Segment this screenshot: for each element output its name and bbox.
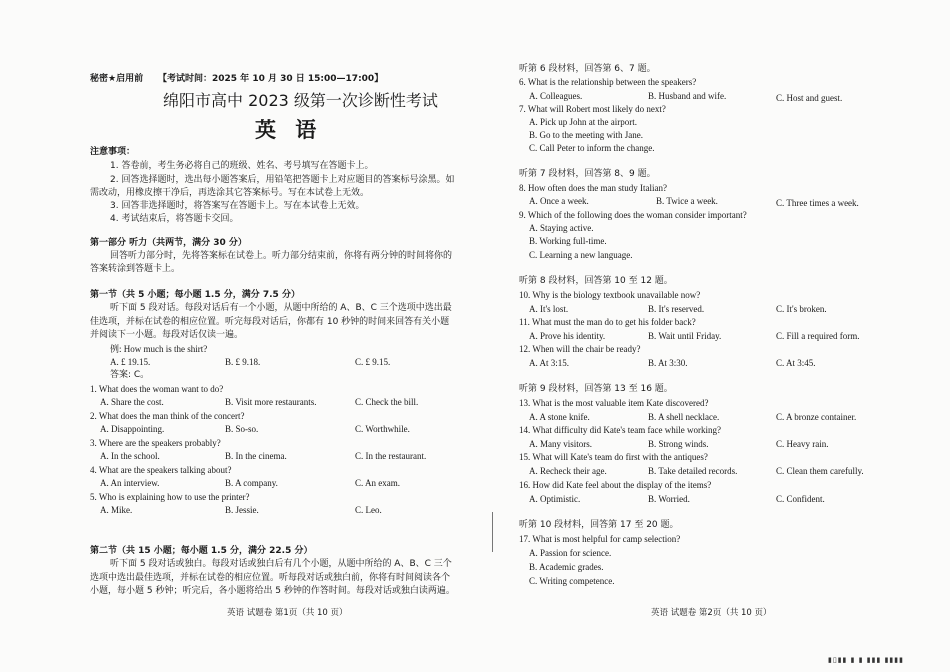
option-b: B. Strong winds. — [648, 439, 709, 449]
option-b: B. Jessie. — [225, 505, 259, 515]
option-b: B. A company. — [225, 478, 278, 488]
question: 2. What does the man think of the concert? — [90, 411, 245, 421]
option-c: C. Confident. — [776, 494, 825, 504]
example-question: 例: How much is the shirt? — [110, 344, 208, 354]
question: 13. What is the most valuable item Kate discovered? — [519, 398, 709, 408]
option-c: C. Three times a week. — [776, 198, 859, 208]
confidential-mark: 秘密★启用前 — [90, 74, 144, 84]
note-line: 4. 考试结束后，将答题卡交回。 — [110, 214, 239, 224]
material-heading: 听第 9 段材料，回答第 13 至 16 题。 — [519, 384, 673, 394]
note-line: 3. 回答非选择题时，将答案写在答题卡上。写在本试卷上无效。 — [110, 201, 365, 211]
option-c: C. An exam. — [355, 478, 400, 488]
material-heading: 听第 10 段材料，回答第 17 至 20 题。 — [519, 520, 679, 530]
option-c: C. Writing competence. — [529, 576, 615, 586]
material-heading: 听第 7 段材料，回答第 8、9 题。 — [519, 169, 656, 179]
option-c: C. Learning a new language. — [529, 250, 633, 260]
question: 16. How did Kate feel about the display of the items? — [519, 480, 712, 490]
option-a: A. A stone knife. — [529, 412, 590, 422]
section2-intro: 听下面 5 段对话或独白。每段对话或独白后有几个小题，从题中所给的 A、B、C 三个 — [110, 559, 452, 569]
option-a: A. Colleagues. — [529, 91, 583, 101]
option-c: C. Worthwhile. — [355, 424, 410, 434]
option-c: C. Heavy rain. — [776, 439, 829, 449]
section1-heading: 第一节（共 5 小题；每小题 1.5 分，满分 7.5 分） — [90, 290, 300, 300]
option-a: A. Recheck their age. — [529, 466, 607, 476]
exam-title: 绵阳市高中 2023 级第一次诊断性考试 — [163, 91, 438, 110]
option-a: A. Many visitors. — [529, 439, 592, 449]
option-b: B. Academic grades. — [529, 562, 604, 572]
question: 6. What is the relationship between the speakers? — [519, 77, 697, 87]
option-b: B. A shell necklace. — [648, 412, 720, 422]
option-c: C. It's broken. — [776, 304, 827, 314]
section1-intro: 听下面 5 段对话。每段对话后有一个小题，从题中所给的 A、B、C 三个选项中选出最 — [110, 303, 452, 313]
option-c: C. At 3:45. — [776, 358, 816, 368]
question: 17. What is most helpful for camp selection? — [519, 534, 681, 544]
subject-title: 英 语 — [255, 118, 323, 142]
question: 11. What must the man do to get his folder back? — [519, 317, 696, 327]
option-b: B. In the cinema. — [225, 451, 287, 461]
question: 5. Who is explaining how to use the printer? — [90, 492, 250, 502]
option-b: B. Wait until Friday. — [648, 331, 722, 341]
part1-heading: 第一部分 听力（共两节，满分 30 分） — [90, 238, 247, 248]
option-b: B. Husband and wife. — [648, 91, 727, 101]
option-a: A. Prove his identity. — [529, 331, 606, 341]
section2-intro: 小题，每小题 5 秒钟；听完后，各小题将给出 5 秒钟的作答时间。每段对话或独白读两遍。 — [90, 586, 455, 596]
section1-intro: 佳选项，并标在试卷的相应位置。听完每段对话后，你都有 10 秒钟的时间来回答有关小题 — [90, 317, 450, 327]
question: 4. What are the speakers talking about? — [90, 465, 232, 475]
question: 3. Where are the speakers probably? — [90, 438, 221, 448]
option-b: B. At 3:30. — [648, 358, 688, 368]
question: 9. Which of the following does the woman consider important? — [519, 210, 747, 220]
option-b: B. Go to the meeting with Jane. — [529, 130, 643, 140]
option-a: A. Disappointing. — [100, 424, 165, 434]
question: 15. What will Kate's team do first with the antiques? — [519, 452, 708, 462]
option-c: C. Leo. — [355, 505, 382, 515]
section2-heading: 第二节（共 15 小题；每小题 1.5 分，满分 22.5 分） — [90, 546, 313, 556]
option-b: B. Twice a week. — [656, 196, 718, 206]
example-option-c: C. £ 9.15. — [355, 357, 391, 367]
option-a: A. It's lost. — [529, 304, 569, 314]
question: 14. What difficulty did Kate's team face while working? — [519, 425, 721, 435]
note-line: 1. 答卷前，考生务必将自己的班级、姓名、考号填写在答题卡上。 — [110, 161, 374, 171]
option-b: B. Visit more restaurants. — [225, 397, 317, 407]
notes-heading: 注意事项： — [90, 147, 136, 157]
page-footer: 英语 试题卷 第1页（共 10 页） — [227, 608, 348, 618]
option-a: A. Once a week. — [529, 196, 589, 206]
part1-intro: 回答听力部分时，先将答案标在试卷上。听力部分结束前，你将有两分钟的时间将你的 — [110, 251, 453, 261]
option-a: A. Mike. — [100, 505, 133, 515]
question: 7. What will Robert most likely do next? — [519, 104, 666, 114]
example-option-a: A. £ 19.15. — [110, 357, 151, 367]
scan-stamp: ▮▯▮▮ ▮ ▮ ▮▮▮ ▮▮▮▮ — [828, 656, 904, 664]
question: 10. Why is the biology textbook unavailable now? — [519, 290, 701, 300]
question: 8. How often does the man study Italian? — [519, 183, 667, 193]
option-c: C. Fill a required form. — [776, 331, 860, 341]
option-b: B. Take detailed records. — [648, 466, 738, 476]
option-a: A. Optimistic. — [529, 494, 581, 504]
material-heading: 听第 6 段材料，回答第 6、7 题。 — [519, 64, 656, 74]
option-a: A. An interview. — [100, 478, 160, 488]
option-b: B. Worried. — [648, 494, 690, 504]
question: 12. When will the chair be ready? — [519, 344, 641, 354]
example-answer: 答案: C。 — [110, 370, 150, 380]
section2-intro: 选项中选出最佳选项，并标在试卷的相应位置。听每段对话或独白前，你将有时间阅读各个 — [90, 573, 451, 583]
option-b: B. It's reserved. — [648, 304, 705, 314]
page-divider — [492, 512, 493, 552]
page-footer: 英语 试题卷 第2页（共 10 页） — [651, 608, 772, 618]
option-c: C. Call Peter to inform the change. — [529, 143, 655, 153]
option-c: C. Clean them carefully. — [776, 466, 864, 476]
section1-intro: 并阅读下一小题。每段对话仅读一遍。 — [90, 330, 244, 340]
option-a: A. Share the cost. — [100, 397, 164, 407]
option-c: C. In the restaurant. — [355, 451, 427, 461]
example-option-b: B. £ 9.18. — [225, 357, 261, 367]
option-a: A. In the school. — [100, 451, 160, 461]
option-b: B. Working full-time. — [529, 236, 607, 246]
option-a: A. Pick up John at the airport. — [529, 117, 637, 127]
material-heading: 听第 8 段材料，回答第 10 至 12 题。 — [519, 276, 673, 286]
option-a: A. Staying active. — [529, 223, 594, 233]
option-c: C. Host and guest. — [776, 93, 843, 103]
option-c: C. A bronze container. — [776, 412, 857, 422]
option-a: A. At 3:15. — [529, 358, 570, 368]
question: 1. What does the woman want to do? — [90, 384, 224, 394]
option-b: B. So-so. — [225, 424, 259, 434]
exam-time: 【考试时间：2025 年 10 月 30 日 15:00—17:00】 — [158, 74, 384, 84]
note-line: 2. 回答选择题时，选出每小题答案后，用铅笔把答题卡上对应题目的答案标号涂黑。如 — [110, 175, 455, 185]
option-a: A. Passion for science. — [529, 548, 612, 558]
note-line: 需改动，用橡皮擦干净后，再选涂其它答案标号。写在本试卷上无效。 — [90, 188, 370, 198]
option-c: C. Check the bill. — [355, 397, 419, 407]
part1-intro: 答案转涂到答题卡上。 — [90, 264, 181, 274]
